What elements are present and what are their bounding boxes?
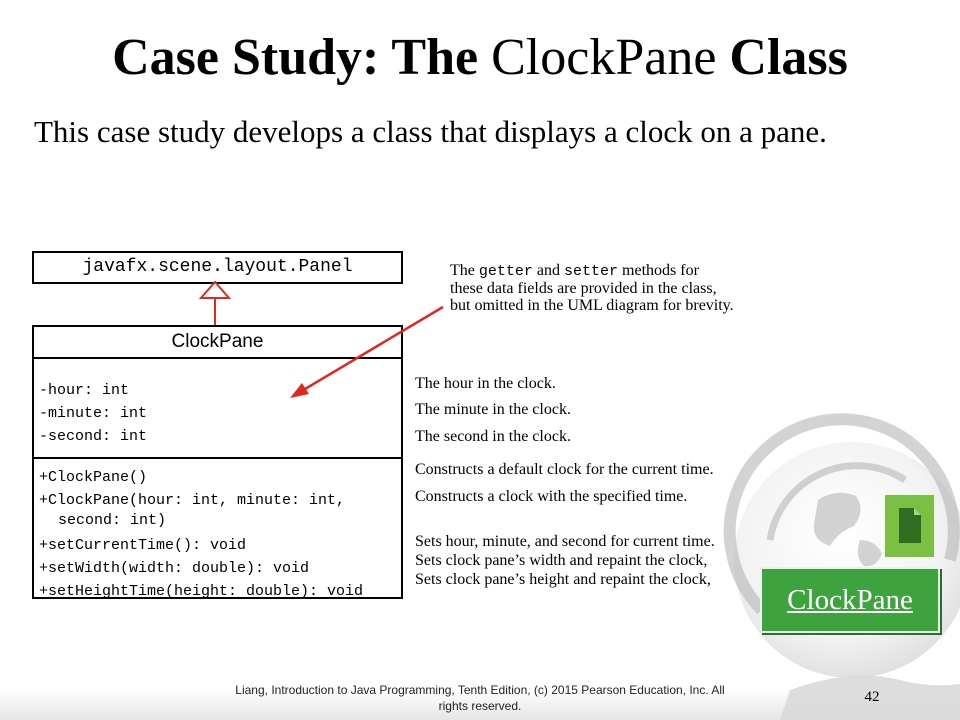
uml-method-set-current-time: +setCurrentTime(): void	[39, 537, 247, 554]
desc-specified-constructor: Constructs a clock with the specified time.	[415, 488, 688, 505]
footer-copyright: Liang, Introduction to Java Programming, Tenth Edition, (c) 2015 Pearson Education, Inc. All rights reserved.	[235, 683, 725, 713]
uml-method-time-constructor-continued: second: int)	[58, 512, 167, 529]
getter-setter-note	[450, 262, 734, 314]
note-line-3: but omitted in the UML diagram for brevity.	[450, 297, 734, 314]
intro-text: This case study develops a class that displays a clock on a pane.	[34, 114, 827, 149]
clockpane-link-button[interactable]: ClockPane	[760, 567, 940, 633]
note-line-1: The getter and setter methods for	[450, 262, 699, 280]
uml-field-minute: -minute: int	[39, 405, 148, 422]
desc-second: The second in the clock.	[415, 428, 571, 445]
note-line-2: these data fields are provided in the class,	[450, 280, 717, 297]
uml-method-default-constructor: +ClockPane()	[39, 469, 148, 486]
desc-set-current-time: Sets hour, minute, and second for current time.	[415, 533, 715, 550]
uml-parent-class-name: javafx.scene.layout.Panel	[82, 257, 353, 277]
page-number: 42	[864, 689, 880, 705]
uml-field-second: -second: int	[39, 428, 148, 445]
desc-set-height: Sets clock pane’s height and repaint the clock,	[415, 571, 711, 588]
desc-default-constructor: Constructs a default clock for the current time.	[415, 461, 714, 478]
desc-set-width: Sets clock pane’s width and repaint the clock,	[415, 552, 708, 569]
uml-class-name: ClockPane	[171, 331, 264, 352]
file-icon[interactable]	[885, 495, 934, 557]
inheritance-arrow	[201, 282, 229, 325]
uml-method-time-constructor: +ClockPane(hour: int, minute: int,	[39, 492, 346, 509]
desc-minute: The minute in the clock.	[415, 401, 571, 418]
slide-title: Case Study: The ClockPane Class	[112, 29, 848, 86]
uml-field-hour: -hour: int	[39, 382, 130, 399]
desc-hour: The hour in the clock.	[415, 375, 556, 392]
uml-method-set-width: +setWidth(width: double): void	[39, 560, 310, 577]
uml-method-set-height: +setHeightTime(height: double): void	[39, 583, 364, 600]
